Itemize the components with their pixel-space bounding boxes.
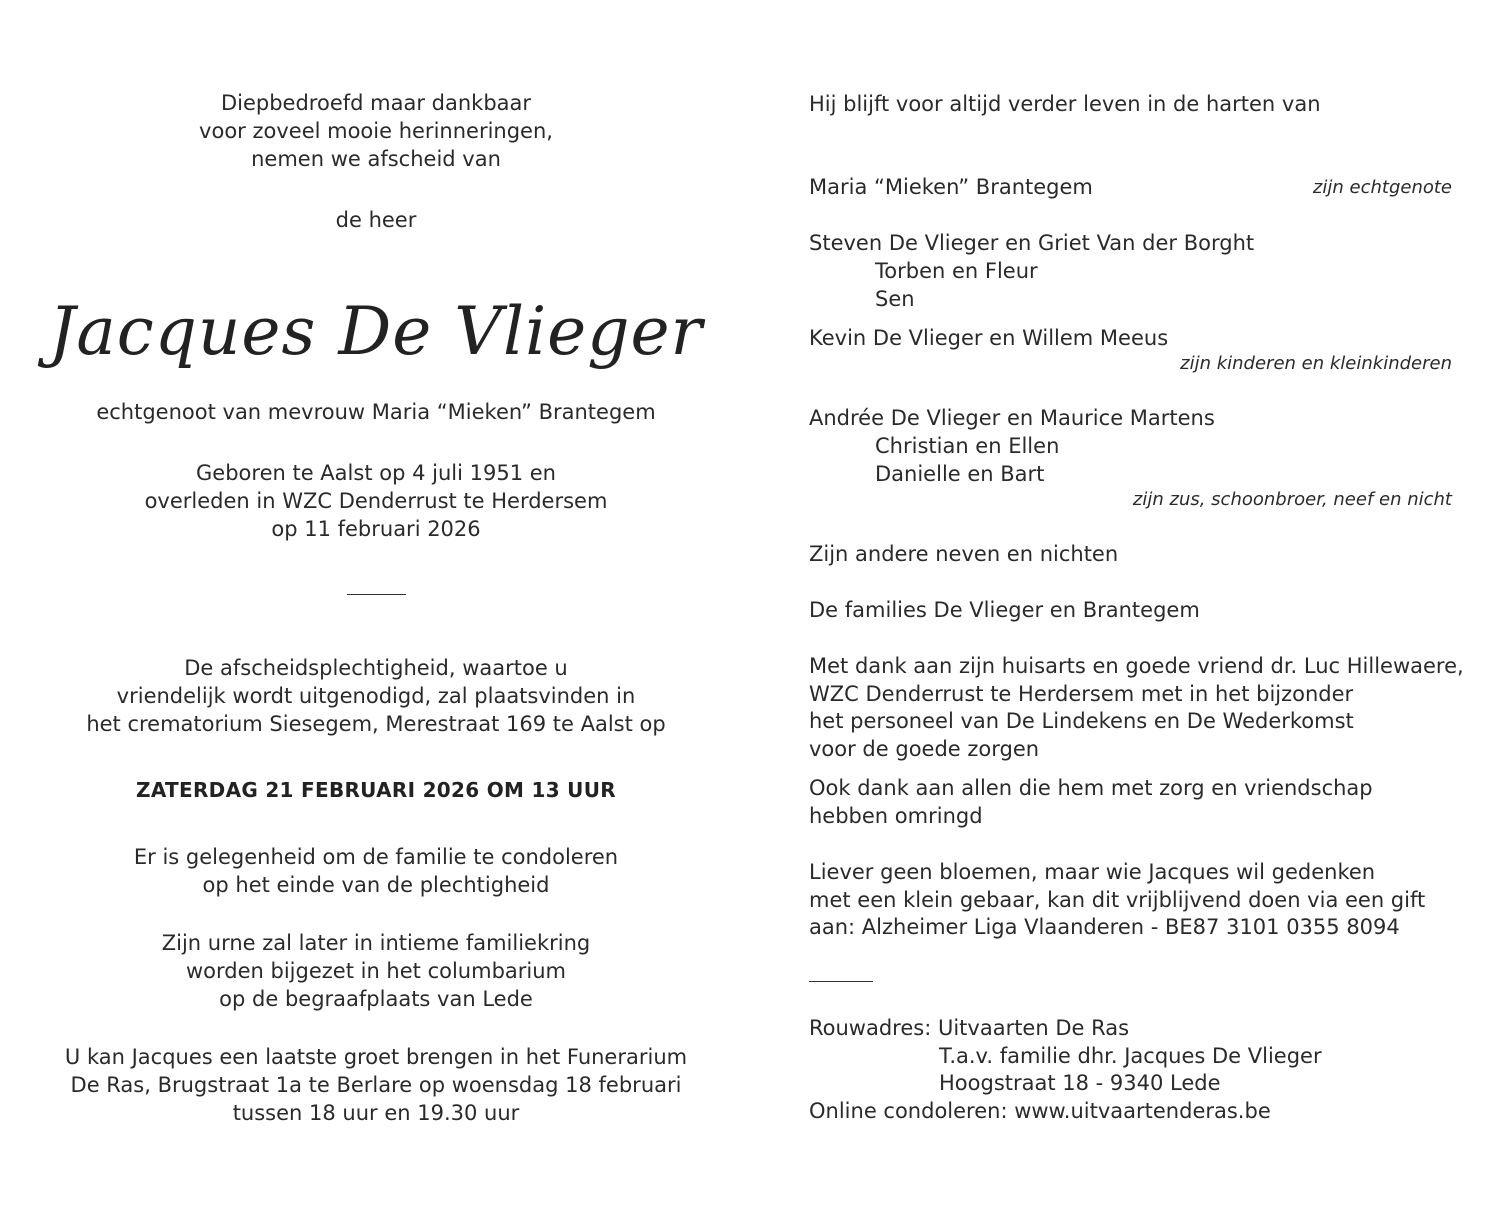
address-line-3: Hoogstraat 18 - 9340 Lede — [939, 1071, 1221, 1095]
deceased-name: Jacques De Vlieger — [48, 293, 704, 370]
ceremony-date: ZATERDAG 21 FEBRUARI 2026 OM 13 UUR — [136, 778, 616, 802]
flowers-line-2: met een klein gebaar, kan dit vrijblijvend doen via een gift — [809, 888, 1426, 912]
spouse-name: Maria “Mieken” Brantegem — [809, 175, 1093, 199]
nephew-2: Danielle en Bart — [875, 462, 1045, 486]
spouse-line: echtgenoot van mevrouw Maria “Mieken” Brantegem — [96, 400, 656, 424]
intro-line-1: Diepbedroefd maar dankbaar — [220, 91, 532, 115]
visit-line-1: U kan Jacques een laatste groet brengen in het Funerarium — [64, 1045, 688, 1069]
other-relatives: Zijn andere neven en nichten — [809, 542, 1119, 566]
intro-line-2: voor zoveel mooie herinneringen, — [199, 119, 553, 143]
ceremony-line-1: De afscheidsplechtigheid, waartoe u — [184, 656, 568, 680]
birth-line-3: op 11 februari 2026 — [271, 517, 481, 541]
birth-line-1: Geboren te Aalst op 4 juli 1951 en — [196, 461, 556, 485]
children-relation: zijn kinderen en kleinkinderen — [1180, 353, 1452, 374]
thanks-all-line-2: hebben omringd — [809, 804, 983, 828]
families: De families De Vlieger en Brantegem — [809, 598, 1200, 622]
condolence-line-2: op het einde van de plechtigheid — [202, 873, 550, 897]
child-2: Kevin De Vlieger en Willem Meeus — [809, 326, 1169, 350]
ceremony-line-2: vriendelijk wordt uitgenodigd, zal plaatsvinden in — [116, 684, 636, 708]
birth-line-2: overleden in WZC Denderrust te Herdersem — [144, 489, 608, 513]
divider-right — [809, 981, 873, 982]
child-1: Steven De Vlieger en Griet Van der Borght — [809, 231, 1255, 255]
address-line-2: T.a.v. familie dhr. Jacques De Vlieger — [939, 1044, 1322, 1068]
sister: Andrée De Vlieger en Maurice Martens — [809, 406, 1215, 430]
divider-left — [347, 594, 406, 595]
condolence-line-1: Er is gelegenheid om de familie te condoleren — [133, 845, 619, 869]
thanks-line-2: WZC Denderrust te Herdersem met in het bijzonder — [809, 682, 1354, 706]
intro-line-3: nemen we afscheid van — [251, 147, 501, 171]
honorific: de heer — [335, 208, 417, 232]
ceremony-line-3: het crematorium Siesegem, Merestraat 169 te Aalst op — [86, 712, 666, 736]
grandchild-2: Sen — [875, 287, 915, 311]
urn-line-3: op de begraafplaats van Lede — [219, 987, 533, 1011]
flowers-line-3: aan: Alzheimer Liga Vlaanderen - BE87 3101 0355 8094 — [809, 915, 1400, 939]
address-label: Rouwadres: Uitvaarten De Ras — [809, 1016, 1130, 1040]
thanks-line-3: het personeel van De Lindekens en De Wederkomst — [809, 709, 1354, 733]
thanks-line-1: Met dank aan zijn huisarts en goede vriend dr. Luc Hillewaere, — [809, 654, 1464, 678]
sister-relation: zijn zus, schoonbroer, neef en nicht — [1132, 489, 1452, 510]
urn-line-2: worden bijgezet in het columbarium — [185, 959, 567, 983]
nephew-1: Christian en Ellen — [875, 434, 1060, 458]
online-condolence: Online condoleren: www.uitvaartenderas.be — [809, 1099, 1271, 1123]
thanks-all-line-1: Ook dank aan allen die hem met zorg en vriendschap — [809, 776, 1373, 800]
thanks-line-4: voor de goede zorgen — [809, 737, 1040, 761]
visit-line-3: tussen 18 uur en 19.30 uur — [232, 1101, 520, 1125]
urn-line-1: Zijn urne zal later in intieme familiekring — [161, 931, 591, 955]
spouse-relation: zijn echtgenote — [1312, 177, 1452, 198]
right-heading: Hij blijft voor altijd verder leven in de harten van — [809, 92, 1321, 116]
grandchild-1: Torben en Fleur — [875, 259, 1038, 283]
visit-line-2: De Ras, Brugstraat 1a te Berlare op woensdag 18 februari — [70, 1073, 682, 1097]
flowers-line-1: Liever geen bloemen, maar wie Jacques wil gedenken — [809, 860, 1376, 884]
